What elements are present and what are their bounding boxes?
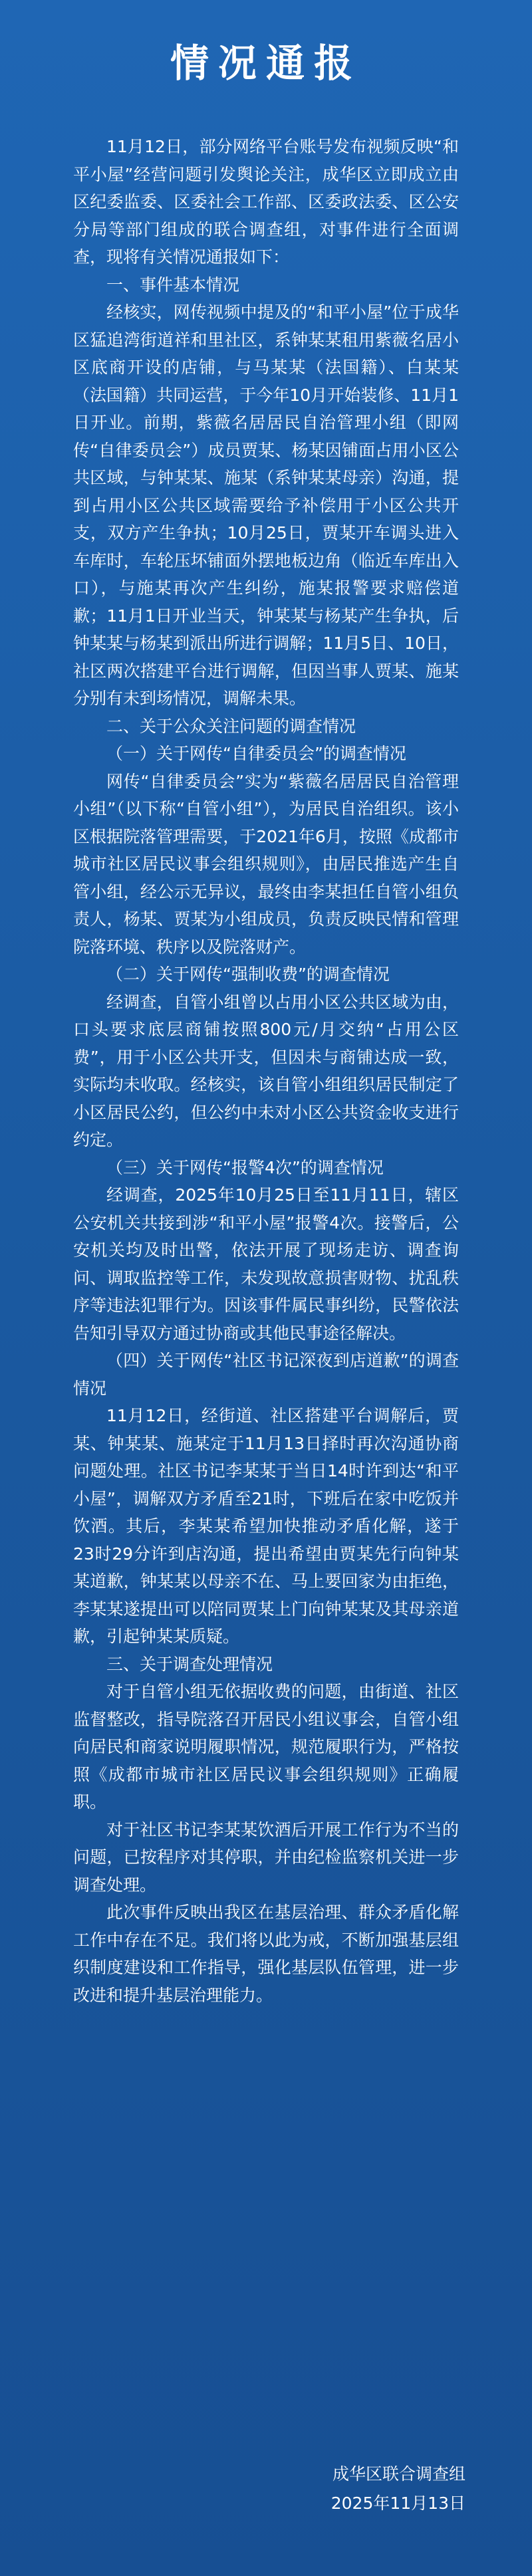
body-paragraph: 11月12日，经街道、社区搭建平台调解后，贾某、钟某某、施某定于11月13日择时再次沟通协商问题处理。社区书记李某某于当日14时许到达“和平小屋”，调解双方矛盾至21时，下班后在家中吃饭并饮酒。其后，李某某希望加快推动矛盾化解，遂于23时29分许到店沟通，提出希望由贾某先行向钟某某道歉，钟某某以母亲不在、马上要回家为由拒绝，李某某遂提出可以陪同贾某上门向钟某某及其母亲道歉，引起钟某某质疑。 xyxy=(73,1406,459,1646)
subsection-heading: （四）关于网传“社区书记深夜到店道歉”的调查情况 xyxy=(73,1351,459,1398)
body-paragraph: 对于社区书记李某某饮酒后开展工作行为不当的问题，已按程序对其停职，并由纪检监察机关进一步调查处理。 xyxy=(73,1819,459,1895)
body-paragraph: 网传“自律委员会”实为“紫薇名居居民自治管理小组”（以下称“自管小组”），为居民自治组织。该小区根据院落管理需要，于2021年6月，按照《成都市城市社区居民议事会组织规则》，由居民推选产生自管小组，经公示无异议，最终由李某担任自管小组负责人，杨某、贾某为小组成员，负责反映民情和管理院落环境、秩序以及院落财产。 xyxy=(73,771,459,957)
body-paragraph: 11月12日，部分网络平台账号发布视频反映“和平小屋”经营问题引发舆论关注，成华区立即成立由区纪委监委、区委社会工作部、区委政法委、区公安分局等部门组成的联合调查组，对事件进行全面调查，现将有关情况通报如下： xyxy=(73,137,459,267)
signoff-date: 2025年11月13日 xyxy=(331,2494,466,2513)
subsection-heading: （一）关于网传“自律委员会”的调查情况 xyxy=(106,744,406,763)
body-paragraph: 此次事件反映出我区在基层治理、群众矛盾化解工作中存在不足。我们将以此为戒，不断加强基层组织制度建设和工作指导，强化基层队伍管理，进一步改进和提升基层治理能力。 xyxy=(73,1903,459,2005)
section-heading: 二、关于公众关注问题的调查情况 xyxy=(106,716,356,736)
signoff-org: 成华区联合调查组 xyxy=(332,2464,466,2484)
title-bar xyxy=(0,0,532,120)
body-paragraph: 对于自管小组无依据收费的问题，由街道、社区监督整改，指导院落召开居民小组议事会，自管小组向居民和商家说明履职情况，规范履职行为，严格按照《成都市城市社区居民议事会组织规则》正确履职。 xyxy=(73,1682,459,1812)
signoff xyxy=(73,2460,466,2518)
notice-title: 情况通报 xyxy=(170,41,362,86)
section-heading: 三、关于调查处理情况 xyxy=(106,1654,273,1674)
body-paragraph: 经调查，自管小组曾以占用小区公共区域为由，口头要求底层商铺按照800元/月交纳“占用公区费”，用于小区公共开支，但因未与商铺达成一致，实际均未收取。经核实，该自管小组组织居民制定了小区居民公约，但公约中未对小区公共资金收支进行约定。 xyxy=(73,992,459,1149)
section-heading: 一、事件基本情况 xyxy=(106,275,240,294)
notice-body xyxy=(73,133,459,2009)
body-paragraph: 经核实，网传视频中提及的“和平小屋”位于成华区猛追湾街道祥和里社区，系钟某某租用紫薇名居小区底商开设的店铺，与马某某（法国籍）、白某某（法国籍）共同运营，于今年10月开始装修、11月1日开业。前期，紫薇名居居民自治管理小组（即网传“自律委员会”）成员贾某、杨某因铺面占用小区公共区域，与钟某某、施某（系钟某某母亲）沟通，提到占用小区公共区域需要给予补偿用于小区公共开支，双方产生争执；10月25日，贾某开车调头进入车库时，车轮压坏铺面外摆地板边角（临近车库出入口），与施某再次产生纠纷，施某报警要求赔偿道歉；11月1日开业当天，钟某某与杨某产生争执，后钟某某与杨某到派出所进行调解；11月5日、10日，社区两次搭建平台进行调解，但因当事人贾某、施某分别有未到场情况，调解未果。 xyxy=(73,302,459,708)
subsection-heading: （二）关于网传“强制收费”的调查情况 xyxy=(106,965,390,984)
subsection-heading: （三）关于网传“报警4次”的调查情况 xyxy=(106,1157,384,1177)
body-paragraph: 经调查，2025年10月25日至11月11日，辖区公安机关共接到涉“和平小屋”报警4次。接警后，公安机关均及时出警，依法开展了现场走访、调查询问、调取监控等工作，未发现故意损害财物、扰乱秩序等违法犯罪行为。因该事件属民事纠纷，民警依法告知引导双方通过协商或其他民事途径解决。 xyxy=(73,1185,459,1343)
